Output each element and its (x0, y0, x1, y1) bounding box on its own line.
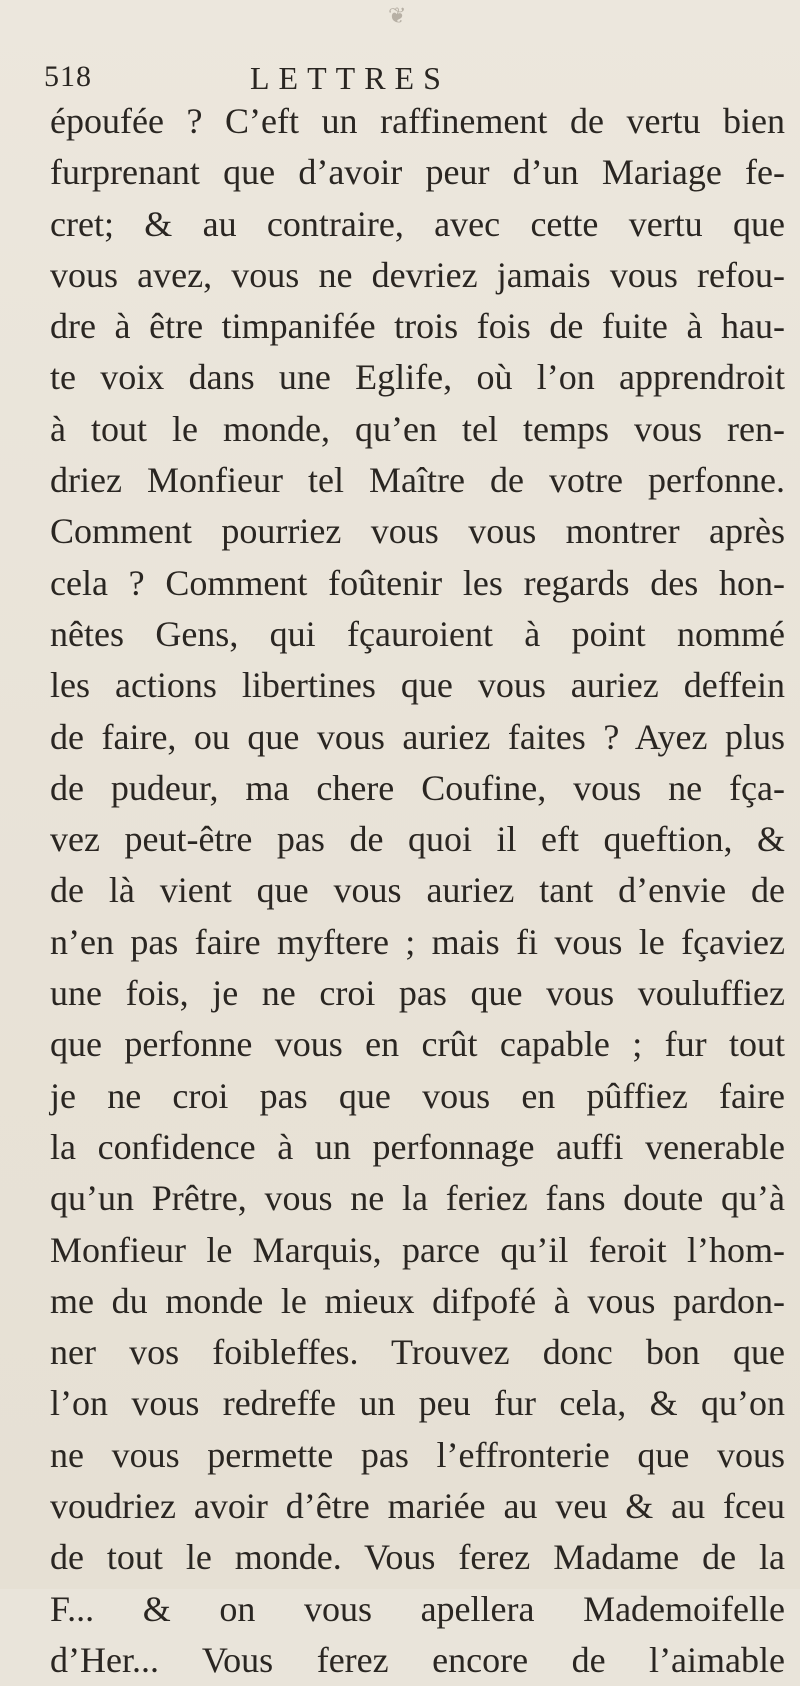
text-line: furprenant que d’avoir peur d’un Mariage fe- (50, 152, 785, 193)
text-line: dre à être timpanifée trois fois de fuite à hau- (50, 306, 785, 347)
text-line: une fois, je ne croi pas que vous vouluffiez (50, 973, 785, 1014)
page-header (44, 60, 760, 100)
text-line: qu’un Prêtre, vous ne la feriez fans doute qu’à (50, 1178, 785, 1219)
text-line: F... & on vous apellera Mademoifelle (50, 1588, 785, 1629)
text-line: vous avez, vous ne devriez jamais vous refou- (50, 254, 785, 295)
text-line: cret; & au contraire, avec cette vertu que (50, 203, 785, 244)
text-line: de faire, ou que vous auriez faites ? Ayez plus (50, 716, 785, 757)
text-line: d’Her... Vous ferez encore de l’aimable (50, 1639, 785, 1680)
text-line: à tout le monde, qu’en tel temps vous ren- (50, 408, 785, 449)
text-line: vez peut-être pas de quoi il eft queftion, & (50, 819, 785, 860)
running-head: LETTRES (250, 60, 450, 96)
text-line: époufée ? C’eft un raffinement de vertu bien (50, 101, 785, 141)
text-line: de tout le monde. Vous ferez Madame de la (50, 1537, 785, 1578)
text-line: ner vos foibleffes. Trouvez donc bon que (50, 1332, 785, 1373)
page-number: 518 (44, 60, 92, 93)
printer-ornament-icon: ❦ (388, 4, 407, 29)
text-line: cela ? Comment foûtenir les regards des hon- (50, 562, 785, 603)
text-line: driez Monfieur tel Maître de votre perfonne. (50, 460, 785, 501)
text-line: les actions libertines que vous auriez deffein (50, 665, 785, 706)
text-line: la confidence à un perfonnage auffi venerable (50, 1126, 785, 1167)
text-line: de pudeur, ma chere Coufine, vous ne fça- (50, 767, 785, 808)
text-line: ne vous permette pas l’effronterie que vous (50, 1434, 785, 1475)
body-text (50, 96, 790, 1686)
text-line: l’on vous redreffe un peu fur cela, & qu’on (50, 1383, 785, 1424)
text-line: te voix dans une Eglife, où l’on apprendroit (50, 357, 785, 398)
text-line: Monfieur le Marquis, parce qu’il feroit l’hom- (50, 1229, 785, 1270)
text-line: me du monde le mieux difpofé à vous pardon- (50, 1280, 785, 1321)
text-line: n’en pas faire myftere ; mais fi vous le fçaviez (50, 921, 785, 962)
text-line: nêtes Gens, qui fçauroient à point nommé (50, 613, 785, 654)
text-line: que perfonne vous en crût capable ; fur tout (50, 1024, 785, 1065)
text-line: je ne croi pas que vous en pûffiez faire (50, 1075, 785, 1116)
text-line: voudriez avoir d’être mariée au veu & au fceu (50, 1486, 785, 1527)
text-line: Comment pourriez vous vous montrer après (50, 511, 785, 552)
text-line: de là vient que vous auriez tant d’envie de (50, 870, 785, 911)
